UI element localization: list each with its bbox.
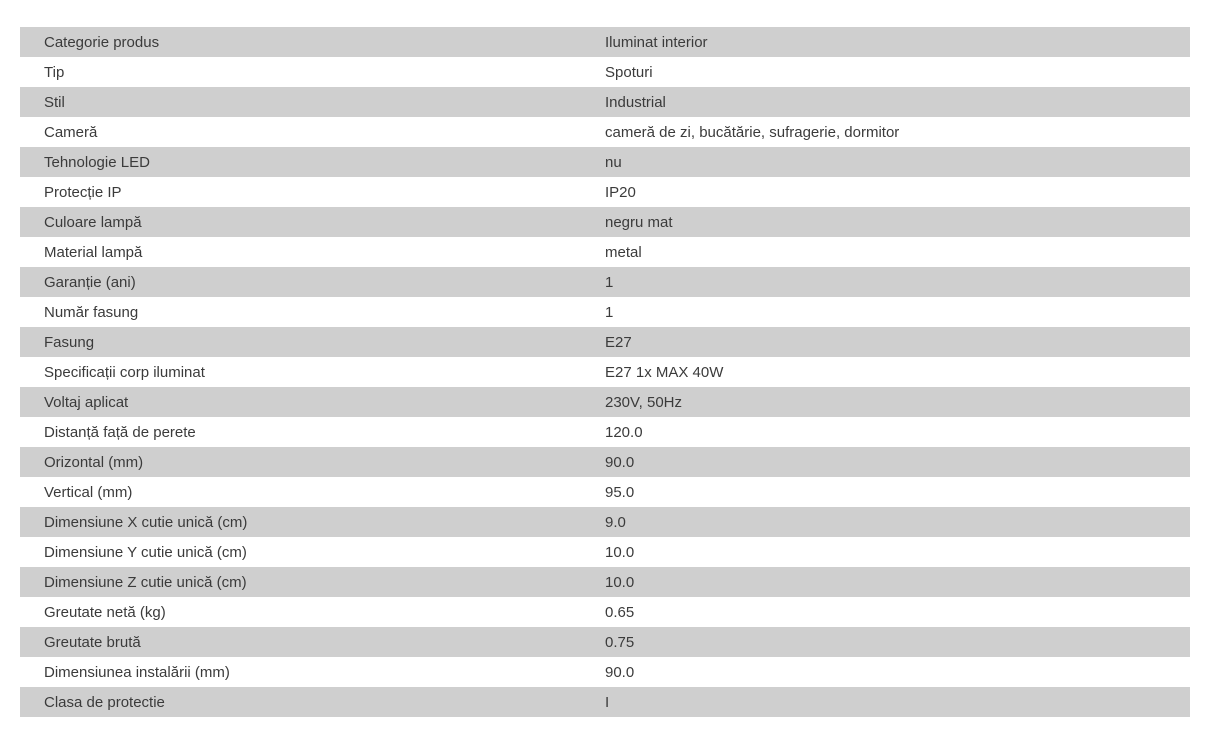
spec-value: 10.0 — [605, 573, 635, 591]
spec-label: Specificații corp iluminat — [44, 363, 205, 381]
spec-value: E27 — [605, 333, 632, 351]
spec-row — [20, 237, 1190, 267]
product-specifications-table — [20, 27, 1190, 717]
spec-label: Culoare lampă — [44, 213, 142, 231]
spec-row — [20, 447, 1190, 477]
spec-label: Material lampă — [44, 243, 143, 261]
spec-row — [20, 507, 1190, 537]
spec-row — [20, 57, 1190, 87]
spec-row — [20, 477, 1190, 507]
spec-row — [20, 567, 1190, 597]
spec-label: Dimensiunea instalării (mm) — [44, 663, 230, 681]
spec-label: Greutate brută — [44, 633, 141, 651]
spec-value: 9.0 — [605, 513, 626, 531]
spec-label: Dimensiune Y cutie unică (cm) — [44, 543, 247, 561]
spec-value: 0.65 — [605, 603, 635, 621]
spec-label: Protecție IP — [44, 183, 122, 201]
spec-row — [20, 177, 1190, 207]
spec-row — [20, 627, 1190, 657]
spec-row — [20, 357, 1190, 387]
spec-label: Categorie produs — [44, 33, 160, 51]
spec-value: 1 — [605, 303, 614, 321]
spec-label: Clasa de protectie — [44, 693, 165, 711]
specifications-table-body — [20, 27, 1190, 717]
spec-value: metal — [605, 243, 642, 261]
spec-row — [20, 327, 1190, 357]
spec-label: Vertical (mm) — [44, 483, 133, 501]
spec-value: 95.0 — [605, 483, 635, 501]
spec-value: 90.0 — [605, 453, 635, 471]
spec-value: 120.0 — [605, 423, 643, 441]
spec-value: cameră de zi, bucătărie, sufragerie, dormitor — [605, 123, 900, 141]
spec-label: Dimensiune X cutie unică (cm) — [44, 513, 248, 531]
spec-row — [20, 597, 1190, 627]
spec-value: IP20 — [605, 183, 636, 201]
spec-label: Tip — [44, 63, 65, 81]
spec-row — [20, 297, 1190, 327]
spec-row — [20, 117, 1190, 147]
spec-value: Industrial — [605, 93, 666, 111]
spec-value: 0.75 — [605, 633, 635, 651]
spec-value: 230V, 50Hz — [605, 393, 683, 411]
spec-row — [20, 417, 1190, 447]
spec-label: Număr fasung — [44, 303, 139, 321]
spec-value: I — [605, 693, 610, 711]
spec-label: Cameră — [44, 123, 98, 141]
spec-label: Tehnologie LED — [44, 153, 150, 171]
spec-label: Fasung — [44, 333, 95, 351]
spec-value: E27 1x MAX 40W — [605, 363, 724, 381]
spec-row — [20, 387, 1190, 417]
spec-label: Dimensiune Z cutie unică (cm) — [44, 573, 247, 591]
spec-label: Greutate netă (kg) — [44, 603, 166, 621]
spec-row — [20, 207, 1190, 237]
spec-row — [20, 687, 1190, 717]
spec-row — [20, 267, 1190, 297]
spec-value: Iluminat interior — [605, 33, 708, 51]
spec-row — [20, 657, 1190, 687]
spec-row — [20, 27, 1190, 57]
spec-row — [20, 537, 1190, 567]
spec-label: Orizontal (mm) — [44, 453, 144, 471]
spec-value: 90.0 — [605, 663, 635, 681]
spec-label: Garanție (ani) — [44, 273, 136, 291]
spec-value: nu — [605, 153, 622, 171]
spec-value: 1 — [605, 273, 614, 291]
spec-row — [20, 147, 1190, 177]
spec-label: Stil — [44, 93, 65, 111]
spec-label: Voltaj aplicat — [44, 393, 129, 411]
spec-row — [20, 87, 1190, 117]
spec-value: 10.0 — [605, 543, 635, 561]
spec-label: Distanță față de perete — [44, 423, 196, 441]
spec-value: negru mat — [605, 213, 673, 231]
spec-value: Spoturi — [605, 63, 653, 81]
